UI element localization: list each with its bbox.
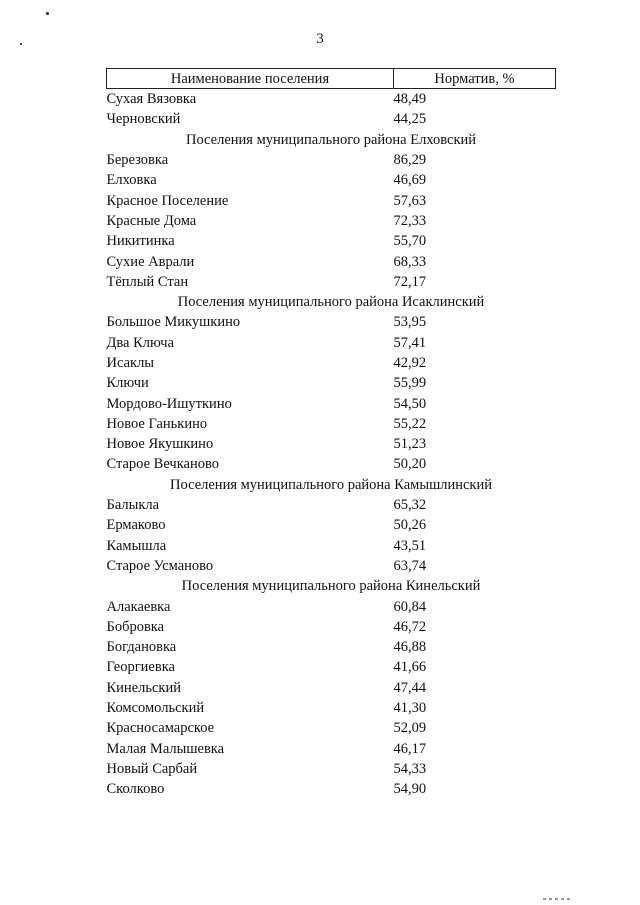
- settlement-name: Тёплый Стан: [106, 273, 189, 290]
- table-row: [107, 739, 556, 759]
- settlement-name: Елховка: [106, 172, 157, 189]
- table-row: [107, 333, 556, 353]
- normative-value: 86,29: [393, 152, 427, 169]
- table-row: [107, 678, 556, 698]
- normative-value: 50,20: [393, 456, 427, 473]
- settlement-name: Ермаково: [106, 517, 166, 534]
- normative-value: 41,30: [393, 700, 427, 717]
- table-row: [107, 414, 556, 434]
- section-header-row: [107, 130, 556, 150]
- normative-value: 51,23: [393, 436, 427, 453]
- settlement-name: Камышла: [106, 537, 167, 554]
- normative-value: 55,22: [393, 415, 427, 432]
- table-row: [107, 759, 556, 779]
- normative-value: 57,41: [393, 334, 427, 351]
- table-row: [107, 170, 556, 190]
- table-row: [107, 231, 556, 251]
- table-row: [107, 617, 556, 637]
- settlement-name: Сколково: [106, 781, 165, 798]
- table-row: [107, 454, 556, 474]
- settlement-name: Большое Микушкино: [106, 314, 241, 331]
- settlement-name: Алакаевка: [106, 598, 171, 615]
- table-row: [107, 779, 556, 799]
- table-row: [107, 190, 556, 210]
- scan-artifact: [543, 898, 573, 900]
- table-row: [107, 698, 556, 718]
- table-row: [107, 434, 556, 454]
- section-title: Поселения муниципального района Елховский: [185, 131, 477, 148]
- normative-value: 48,49: [393, 91, 427, 108]
- table-row: [107, 251, 556, 271]
- table-row: [107, 637, 556, 657]
- settlement-name: Георгиевка: [106, 659, 175, 676]
- normative-value: 55,70: [393, 233, 427, 250]
- table-row: [107, 353, 556, 373]
- table-row: [107, 393, 556, 413]
- table-row: [107, 312, 556, 332]
- settlement-name: Сухие Аврали: [106, 253, 195, 270]
- header-normative-percent: Норматив, %: [394, 69, 556, 89]
- normative-value: 63,74: [393, 557, 427, 574]
- settlement-name: Никитинка: [106, 233, 175, 250]
- table-row: [107, 515, 556, 535]
- scan-speck: [46, 12, 49, 15]
- section-header-row: [107, 475, 556, 495]
- normative-value: 60,84: [393, 598, 427, 615]
- table-row: [107, 272, 556, 292]
- normative-value: 50,26: [393, 517, 427, 534]
- settlement-name: Черновский: [106, 111, 181, 128]
- header-settlement-name: Наименование поселения: [107, 69, 394, 89]
- normative-value: 54,90: [393, 781, 427, 798]
- normative-value: 41,66: [393, 659, 427, 676]
- normative-value: 46,72: [393, 618, 427, 635]
- settlement-name: Балыкла: [106, 497, 160, 514]
- settlement-name: Новое Якушкино: [106, 436, 214, 453]
- normative-value: 46,69: [393, 172, 427, 189]
- normative-table: [106, 68, 556, 799]
- normative-value: 72,17: [393, 273, 427, 290]
- normative-value: 72,33: [393, 212, 427, 229]
- normative-value: 53,95: [393, 314, 427, 331]
- settlement-name: Бобровка: [106, 618, 165, 635]
- settlement-name: Новое Ганькино: [106, 415, 208, 432]
- table-row: [107, 657, 556, 677]
- table-header-row: [107, 69, 556, 89]
- settlement-name: Исаклы: [106, 355, 155, 371]
- settlement-name: Березовка: [106, 152, 169, 169]
- settlement-name: Старое Вечканово: [106, 456, 219, 473]
- normative-value: 54,33: [393, 760, 427, 777]
- section-title: Поселения муниципального района Кинельский: [181, 578, 481, 595]
- normative-value: 44,25: [393, 111, 427, 128]
- settlement-name: Красные Дома: [106, 212, 197, 229]
- table-row: [107, 211, 556, 231]
- normative-value: 46,17: [393, 740, 427, 757]
- table-row: [107, 536, 556, 556]
- normative-value: 65,32: [393, 497, 427, 514]
- normative-value: 47,44: [393, 679, 427, 696]
- table-row: [107, 109, 556, 129]
- settlement-name: Богдановка: [106, 639, 177, 656]
- settlement-name: Старое Усманово: [106, 557, 214, 574]
- table-row: [107, 596, 556, 616]
- section-title: Поселения муниципального района Исаклинский: [177, 294, 485, 311]
- settlement-name: Ключи: [106, 375, 149, 392]
- page-number: 3: [316, 31, 324, 47]
- section-title: Поселения муниципального района Камышлинский: [170, 476, 492, 493]
- section-header-row: [107, 576, 556, 596]
- settlement-name: Мордово-Ишуткино: [106, 395, 232, 412]
- normative-value: 42,92: [393, 355, 427, 371]
- settlement-name: Новый Сарбай: [106, 760, 198, 777]
- table-body: [107, 89, 556, 800]
- settlement-name: Два Ключа: [106, 334, 175, 351]
- settlement-name: Кинельский: [106, 679, 181, 696]
- table-row: [107, 556, 556, 576]
- table-row: [107, 718, 556, 738]
- table-row: [107, 150, 556, 170]
- settlement-name: Красносамарское: [106, 720, 215, 737]
- normative-value: 68,33: [393, 253, 427, 270]
- normative-value: 54,50: [393, 395, 427, 412]
- settlement-name: Комсомольский: [106, 700, 205, 717]
- normative-value: 55,99: [393, 375, 427, 392]
- settlement-name: Красное Поселение: [106, 192, 229, 209]
- normative-value: 52,09: [393, 720, 427, 737]
- settlement-name: Малая Малышевка: [106, 740, 225, 757]
- normative-value: 46,88: [393, 639, 427, 656]
- section-header-row: [107, 292, 556, 312]
- table-row: [107, 373, 556, 393]
- table-row: [107, 89, 556, 110]
- normative-value: 43,51: [393, 537, 427, 554]
- normative-value: 57,63: [393, 192, 427, 209]
- settlement-name: Сухая Вязовка: [106, 91, 197, 108]
- table-row: [107, 495, 556, 515]
